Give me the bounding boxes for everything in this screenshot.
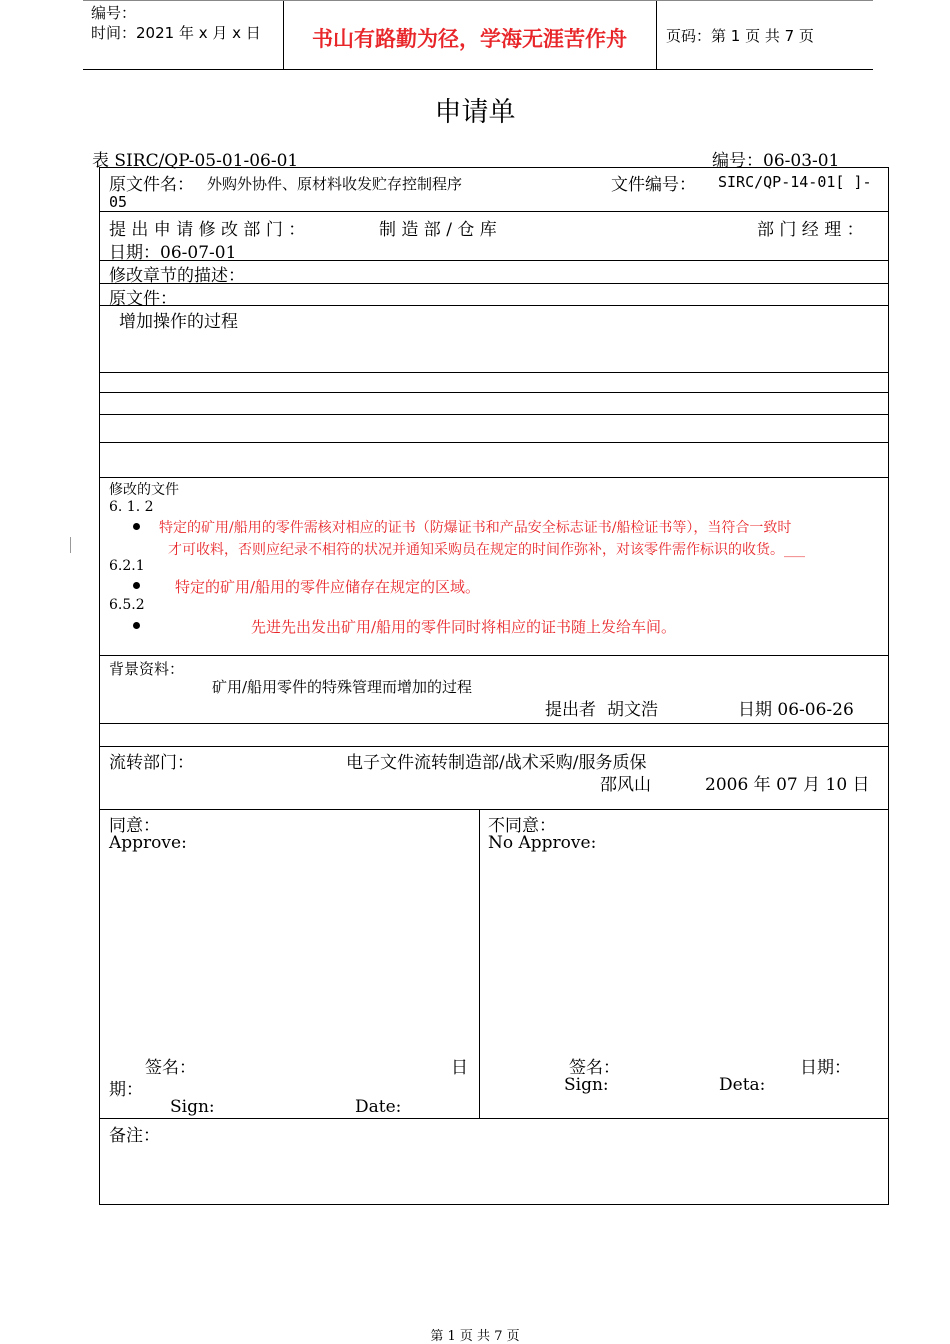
background-label: 背景资料： [109,660,185,678]
remarks-label: 备注： [109,1126,160,1146]
row-divider [100,746,888,747]
row-divider [100,723,888,724]
row-divider [100,809,888,810]
row-divider [100,477,888,478]
approve-sign-en: Sign: [170,1097,215,1117]
time-line: 时间：2021 年 x 月 x 日 [91,24,261,42]
background-text: 矿用/船用零件的特殊管理而增加的过程 [212,678,473,696]
proposer-date: 日期：06-07-01 [109,243,237,263]
document-number: 编号：06-03-01 [712,151,840,171]
row-divider [100,655,888,656]
disapprove-sign-label: 签名： [569,1058,620,1078]
header-page-info: 页码：第 1 页 共 7 页 [666,27,814,45]
row-divider [100,414,888,415]
original-doc-name: 外购外协件、原材料收发贮存控制程序 [207,175,463,193]
row-divider [100,372,888,373]
doc-code-value: SIRC/QP-14-01[ ]- [718,173,872,191]
modified-section: 6.5.2 [109,597,145,613]
modified-item-text: 特定的矿用/船用的零件需核对相应的证书（防爆证书和产品安全标志证书/船检证书等），当符合一致时 [159,520,792,536]
bullet [133,622,140,629]
modified-section: 6.2.1 [109,558,145,574]
modified-item-text: 才可收料，否则应纪录不相符的状况并通知采购员在规定的时间作弥补，对该零件需作标识的收货。___ [168,542,805,558]
header-divider [656,1,657,69]
background-date: 日期 06-06-26 [738,700,854,720]
page-header [83,0,873,70]
proposer-label: 提出者 [545,700,596,720]
section-desc-label: 修改章节的描述： [109,266,245,286]
approve-date-en: Date: [355,1097,402,1117]
doc-code-label: 文件编号： [611,175,696,195]
page-title: 申请单 [434,97,516,128]
approve-sign-label: 签名： [145,1058,196,1078]
approve-date-label: 日 [451,1058,468,1078]
row-divider [100,1118,888,1119]
header-motto: 书山有路勤为径，学海无涯苦作舟 [312,27,627,51]
modified-section: 6. 1. 2 [109,499,154,515]
proposer-dept-label: 提 出 申 请 修 改 部 门 ： [109,220,306,240]
form-number: 表 SIRC/QP-05-01-06-01 [92,151,299,171]
row-divider [100,305,888,306]
original-text: 增加操作的过程 [119,312,238,332]
modified-label: 修改的文件 [109,482,179,498]
header-meta [91,3,283,43]
circulation-date: 2006 年 07 月 10 日 [705,775,870,795]
circulation-label: 流转部门： [109,753,194,773]
approve-label-en: Approve: [109,833,187,853]
row-divider [100,442,888,443]
row-divider [100,392,888,393]
disapprove-date-en: Deta: [719,1075,766,1095]
approve-date-label: 期： [109,1080,143,1100]
proposer-dept-value: 制 造 部 / 仓 库 [379,220,497,240]
request-form [99,167,889,1205]
disapprove-sign-en: Sign: [564,1075,609,1095]
column-divider [479,809,480,1118]
disapprove-date-label: 日期： [800,1058,851,1078]
original-doc-label: 原文件名： [109,175,194,195]
circulation-value: 电子文件流转制造部/战术采购/服务质保 [346,753,647,773]
modified-item-text: 先进先出发出矿用/船用的零件同时将相应的证书随上发给车间。 [251,618,677,636]
bullet [133,582,140,589]
serial-label: 编号： [91,4,137,22]
margin-mark [70,537,71,553]
row-divider [100,283,888,284]
row-divider [100,211,888,212]
circulation-name: 邵风山 [600,775,651,795]
proposer-name: 胡文浩 [607,700,658,720]
doc-code-tail: 05 [109,193,128,211]
manager-label: 部 门 经 理 ： [757,220,864,240]
disapprove-label-en: No Approve: [488,833,597,853]
bullet [133,523,140,530]
disapprove-label: 不同意： [488,816,556,836]
modified-item-text: 特定的矿用/船用的零件应储存在规定的区域。 [175,578,481,596]
approve-label: 同意： [109,816,160,836]
original-text-label: 原文件： [109,289,177,309]
page-footer: 第 1 页 共 7 页 [430,1329,520,1344]
